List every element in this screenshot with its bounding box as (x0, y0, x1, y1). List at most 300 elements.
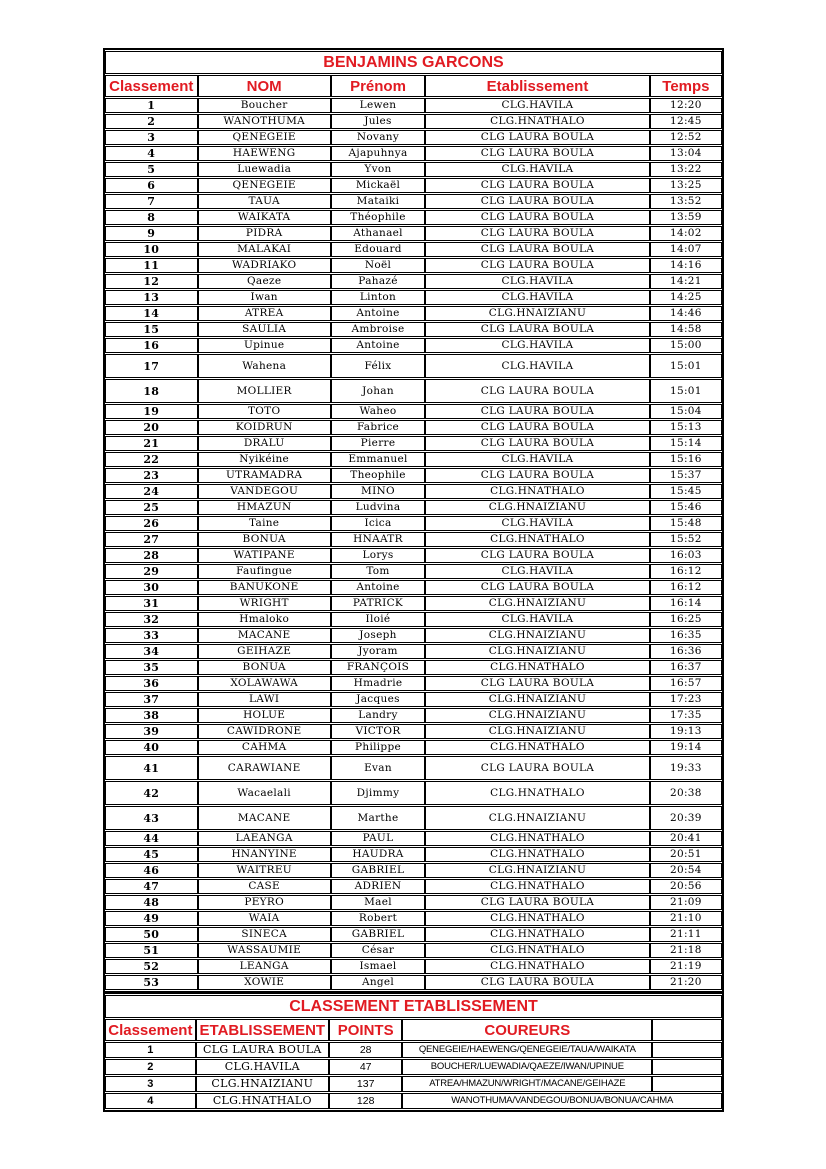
nom-cell: LAWI (198, 692, 331, 707)
temps-cell: 13:22 (650, 162, 722, 177)
rank-cell: 51 (105, 943, 198, 958)
temps-cell: 19:13 (650, 724, 722, 739)
prenom-cell: PATRICK (331, 596, 425, 611)
empty-cell (652, 1076, 722, 1092)
prenom-cell: Noël (331, 258, 425, 273)
etablissement-cell: CLG.HNATHALO (425, 114, 650, 129)
nom-cell: TAUA (198, 194, 331, 209)
etablissement-cell: CLG.HNATHALO (425, 847, 650, 862)
prenom-cell: Antoine (331, 306, 425, 321)
temps-cell: 13:59 (650, 210, 722, 225)
temps-cell: 16:03 (650, 548, 722, 563)
nom-cell: WANOTHUMA (198, 114, 331, 129)
etablissement-cell: CLG LAURA BOULA (425, 258, 650, 273)
etablissement-cell: CLG LAURA BOULA (425, 146, 650, 161)
table-row (105, 644, 722, 659)
etablissement-cell: CLG.HNAIZIANU (425, 692, 650, 707)
table-row (105, 242, 722, 257)
nom-cell: HAEWENG (198, 146, 331, 161)
prenom-cell: Djimmy (331, 781, 425, 805)
temps-cell: 15:16 (650, 452, 722, 467)
nom-cell: MACANE (198, 628, 331, 643)
temps-cell: 15:37 (650, 468, 722, 483)
header-etablissement: Etablissement (425, 75, 650, 97)
table-row (105, 452, 722, 467)
rank-cell: 2 (105, 1059, 196, 1075)
temps-cell: 16:57 (650, 676, 722, 691)
table-row (105, 831, 722, 846)
nom-cell: Taine (198, 516, 331, 531)
rank-cell: 29 (105, 564, 198, 579)
temps-cell: 19:33 (650, 756, 722, 780)
etablissement-cell: CLG.HNAIZIANU (425, 644, 650, 659)
table-row (105, 500, 722, 515)
rank-cell: 2 (105, 114, 198, 129)
table-row (105, 436, 722, 451)
nom-cell: WASSAUMIE (198, 943, 331, 958)
coureurs-cell: WANOTHUMA/VANDEGOU/BONUA/BONUA/CAHMA (402, 1093, 722, 1109)
temps-cell: 20:39 (650, 806, 722, 830)
rank-cell: 3 (105, 1076, 196, 1092)
nom-cell: Wacaelali (198, 781, 331, 805)
temps-cell: 15:52 (650, 532, 722, 547)
rank-cell: 36 (105, 676, 198, 691)
prenom-cell: GABRIEL (331, 863, 425, 878)
prenom-cell: Linton (331, 290, 425, 305)
rank-cell: 26 (105, 516, 198, 531)
table-row (105, 1042, 722, 1058)
nom-cell: HMAZUN (198, 500, 331, 515)
prenom-cell: FRANÇOIS (331, 660, 425, 675)
rank-cell: 4 (105, 146, 198, 161)
table-row (105, 130, 722, 145)
points-cell: 28 (329, 1042, 402, 1058)
header-empty (652, 1019, 722, 1041)
table-row (105, 532, 722, 547)
temps-cell: 16:35 (650, 628, 722, 643)
table-row (105, 806, 722, 830)
prenom-cell: Fabrice (331, 420, 425, 435)
etablissement-cell: CLG LAURA BOULA (425, 436, 650, 451)
etablissement-cell: CLG.HAVILA (425, 452, 650, 467)
temps-cell: 21:19 (650, 959, 722, 974)
rank-cell: 11 (105, 258, 198, 273)
results-title-row (105, 51, 722, 74)
temps-cell: 15:14 (650, 436, 722, 451)
prenom-cell: MINO (331, 484, 425, 499)
rank-cell: 25 (105, 500, 198, 515)
table-row (105, 596, 722, 611)
prenom-cell: Marthe (331, 806, 425, 830)
nom-cell: Nyikéine (198, 452, 331, 467)
prenom-cell: HAUDRA (331, 847, 425, 862)
etablissement-cell: CLG LAURA BOULA (196, 1042, 329, 1058)
prenom-cell: Ludvina (331, 500, 425, 515)
prenom-cell: PAUL (331, 831, 425, 846)
header-prenom: Prénom (331, 75, 425, 97)
prenom-cell: Lorys (331, 548, 425, 563)
nom-cell: XOLAWAWA (198, 676, 331, 691)
nom-cell: XOWIE (198, 975, 331, 990)
establishment-table-body (105, 1042, 722, 1109)
table-row (105, 306, 722, 321)
rank-cell: 1 (105, 1042, 196, 1058)
table-row (105, 564, 722, 579)
prenom-cell: Yvon (331, 162, 425, 177)
table-row (105, 468, 722, 483)
points-cell: 128 (329, 1093, 402, 1109)
prenom-cell: Ajapuhnya (331, 146, 425, 161)
table-row (105, 708, 722, 723)
results-table (103, 48, 724, 993)
header-classement: Classement (105, 75, 198, 97)
table-row (105, 895, 722, 910)
document-page (103, 48, 724, 1112)
temps-cell: 15:00 (650, 338, 722, 353)
etablissement-cell: CLG LAURA BOULA (425, 548, 650, 563)
rank-cell: 40 (105, 740, 198, 755)
etablissement-cell: CLG.HNAIZIANU (196, 1076, 329, 1092)
nom-cell: Hmaloko (198, 612, 331, 627)
nom-cell: CAHMA (198, 740, 331, 755)
table-row (105, 98, 722, 113)
etablissement-cell: CLG.HNATHALO (425, 484, 650, 499)
temps-cell: 21:10 (650, 911, 722, 926)
etablissement-cell: CLG LAURA BOULA (425, 322, 650, 337)
temps-cell: 16:12 (650, 580, 722, 595)
rank-cell: 43 (105, 806, 198, 830)
empty-cell (652, 1059, 722, 1075)
prenom-cell: Jules (331, 114, 425, 129)
table-row (105, 178, 722, 193)
temps-cell: 14:02 (650, 226, 722, 241)
results-table-body (105, 98, 722, 990)
temps-cell: 16:37 (650, 660, 722, 675)
establishment-header-row (105, 1019, 722, 1041)
rank-cell: 21 (105, 436, 198, 451)
rank-cell: 27 (105, 532, 198, 547)
etablissement-cell: CLG.HNATHALO (425, 927, 650, 942)
temps-cell: 13:25 (650, 178, 722, 193)
nom-cell: HNANYINE (198, 847, 331, 862)
establishment-ranking-table (103, 993, 724, 1112)
header-nom: NOM (198, 75, 331, 97)
etablissement-cell: CLG.HNATHALO (425, 959, 650, 974)
rank-cell: 15 (105, 322, 198, 337)
temps-cell: 13:52 (650, 194, 722, 209)
temps-cell: 20:51 (650, 847, 722, 862)
etablissement-cell: CLG.HAVILA (425, 98, 650, 113)
table-row (105, 612, 722, 627)
rank-cell: 24 (105, 484, 198, 499)
table-row (105, 194, 722, 209)
table-row (105, 338, 722, 353)
temps-cell: 20:38 (650, 781, 722, 805)
nom-cell: CARAWIANE (198, 756, 331, 780)
rank-cell: 46 (105, 863, 198, 878)
nom-cell: Iwan (198, 290, 331, 305)
prenom-cell: Edouard (331, 242, 425, 257)
rank-cell: 6 (105, 178, 198, 193)
rank-cell: 41 (105, 756, 198, 780)
table-row (105, 146, 722, 161)
table-row (105, 322, 722, 337)
nom-cell: DRALU (198, 436, 331, 451)
table-row (105, 847, 722, 862)
table-row (105, 516, 722, 531)
etablissement-cell: CLG LAURA BOULA (425, 676, 650, 691)
header-coureurs: COUREURS (402, 1019, 652, 1041)
header-etablissement: ETABLISSEMENT (196, 1019, 329, 1041)
rank-cell: 5 (105, 162, 198, 177)
nom-cell: PEYRO (198, 895, 331, 910)
temps-cell: 14:16 (650, 258, 722, 273)
nom-cell: VANDEGOU (198, 484, 331, 499)
etablissement-cell: CLG.HNATHALO (425, 660, 650, 675)
prenom-cell: Ismael (331, 959, 425, 974)
table-row (105, 290, 722, 305)
temps-cell: 14:46 (650, 306, 722, 321)
rank-cell: 13 (105, 290, 198, 305)
table-row (105, 959, 722, 974)
temps-cell: 15:01 (650, 354, 722, 378)
nom-cell: ATREA (198, 306, 331, 321)
etablissement-cell: CLG LAURA BOULA (425, 178, 650, 193)
coureurs-cell: QENEGEIE/HAEWENG/QENEGEIE/TAUA/WAIKATA (402, 1042, 652, 1058)
rank-cell: 50 (105, 927, 198, 942)
temps-cell: 15:01 (650, 379, 722, 403)
prenom-cell: Iloié (331, 612, 425, 627)
nom-cell: BONUA (198, 660, 331, 675)
table-row (105, 114, 722, 129)
rank-cell: 7 (105, 194, 198, 209)
etablissement-cell: CLG LAURA BOULA (425, 975, 650, 990)
prenom-cell: Mickaël (331, 178, 425, 193)
table-row (105, 484, 722, 499)
temps-cell: 12:45 (650, 114, 722, 129)
prenom-cell: Tom (331, 564, 425, 579)
nom-cell: Qaeze (198, 274, 331, 289)
etablissement-cell: CLG.HNATHALO (425, 911, 650, 926)
nom-cell: HOLUE (198, 708, 331, 723)
rank-cell: 47 (105, 879, 198, 894)
rank-cell: 28 (105, 548, 198, 563)
empty-cell (652, 1042, 722, 1058)
temps-cell: 14:58 (650, 322, 722, 337)
etablissement-cell: CLG.HNATHALO (425, 532, 650, 547)
rank-cell: 22 (105, 452, 198, 467)
table-row (105, 404, 722, 419)
rank-cell: 34 (105, 644, 198, 659)
table-row (105, 927, 722, 942)
nom-cell: WRIGHT (198, 596, 331, 611)
table-row (105, 354, 722, 378)
nom-cell: MALAKAI (198, 242, 331, 257)
etablissement-cell: CLG.HNAIZIANU (425, 306, 650, 321)
rank-cell: 30 (105, 580, 198, 595)
temps-cell: 16:25 (650, 612, 722, 627)
table-row (105, 226, 722, 241)
prenom-cell: Ambroise (331, 322, 425, 337)
prenom-cell: Lewen (331, 98, 425, 113)
rank-cell: 52 (105, 959, 198, 974)
etablissement-cell: CLG.HNATHALO (425, 781, 650, 805)
temps-cell: 15:46 (650, 500, 722, 515)
etablissement-cell: CLG LAURA BOULA (425, 379, 650, 403)
rank-cell: 12 (105, 274, 198, 289)
table-row (105, 274, 722, 289)
prenom-cell: VICTOR (331, 724, 425, 739)
temps-cell: 14:21 (650, 274, 722, 289)
nom-cell: LAEANGA (198, 831, 331, 846)
rank-cell: 44 (105, 831, 198, 846)
rank-cell: 42 (105, 781, 198, 805)
prenom-cell: Joseph (331, 628, 425, 643)
nom-cell: BONUA (198, 532, 331, 547)
table-row (105, 740, 722, 755)
prenom-cell: GABRIEL (331, 927, 425, 942)
etablissement-cell: CLG.HNATHALO (425, 879, 650, 894)
table-row (105, 548, 722, 563)
temps-cell: 12:20 (650, 98, 722, 113)
temps-cell: 12:52 (650, 130, 722, 145)
prenom-cell: HNAATR (331, 532, 425, 547)
rank-cell: 31 (105, 596, 198, 611)
prenom-cell: Hmadrie (331, 676, 425, 691)
temps-cell: 16:12 (650, 564, 722, 579)
nom-cell: WAIKATA (198, 210, 331, 225)
temps-cell: 15:13 (650, 420, 722, 435)
prenom-cell: Angel (331, 975, 425, 990)
table-row (105, 258, 722, 273)
prenom-cell: Icica (331, 516, 425, 531)
table-row (105, 580, 722, 595)
prenom-cell: Théophile (331, 210, 425, 225)
prenom-cell: Theophile (331, 468, 425, 483)
nom-cell: Wahena (198, 354, 331, 378)
prenom-cell: Antoine (331, 580, 425, 595)
table-row (105, 943, 722, 958)
table-row (105, 692, 722, 707)
nom-cell: MACANE (198, 806, 331, 830)
table-row (105, 628, 722, 643)
rank-cell: 1 (105, 98, 198, 113)
nom-cell: SAULIA (198, 322, 331, 337)
prenom-cell: Félix (331, 354, 425, 378)
prenom-cell: Emmanuel (331, 452, 425, 467)
establishment-title-row (105, 995, 722, 1018)
rank-cell: 38 (105, 708, 198, 723)
temps-cell: 16:14 (650, 596, 722, 611)
etablissement-cell: CLG.HNAIZIANU (425, 708, 650, 723)
rank-cell: 4 (105, 1093, 196, 1109)
rank-cell: 18 (105, 379, 198, 403)
etablissement-cell: CLG LAURA BOULA (425, 580, 650, 595)
etablissement-cell: CLG LAURA BOULA (425, 468, 650, 483)
nom-cell: MOLLIER (198, 379, 331, 403)
etablissement-cell: CLG.HAVILA (425, 162, 650, 177)
rank-cell: 53 (105, 975, 198, 990)
nom-cell: WAIA (198, 911, 331, 926)
temps-cell: 15:45 (650, 484, 722, 499)
temps-cell: 21:20 (650, 975, 722, 990)
establishment-title: CLASSEMENT ETABLISSEMENT (105, 995, 722, 1018)
prenom-cell: Jacques (331, 692, 425, 707)
rank-cell: 10 (105, 242, 198, 257)
prenom-cell: Pierre (331, 436, 425, 451)
prenom-cell: Novany (331, 130, 425, 145)
nom-cell: CASE (198, 879, 331, 894)
etablissement-cell: CLG.HAVILA (425, 290, 650, 305)
rank-cell: 45 (105, 847, 198, 862)
prenom-cell: Landry (331, 708, 425, 723)
table-row (105, 676, 722, 691)
etablissement-cell: CLG LAURA BOULA (425, 895, 650, 910)
temps-cell: 16:36 (650, 644, 722, 659)
etablissement-cell: CLG.HNATHALO (425, 831, 650, 846)
rank-cell: 35 (105, 660, 198, 675)
temps-cell: 21:09 (650, 895, 722, 910)
coureurs-cell: BOUCHER/LUEWADIA/QAEZE/IWAN/UPINUE (402, 1059, 652, 1075)
rank-cell: 39 (105, 724, 198, 739)
temps-cell: 17:23 (650, 692, 722, 707)
temps-cell: 21:18 (650, 943, 722, 958)
nom-cell: TOTO (198, 404, 331, 419)
etablissement-cell: CLG LAURA BOULA (425, 420, 650, 435)
rank-cell: 3 (105, 130, 198, 145)
prenom-cell: Antoine (331, 338, 425, 353)
prenom-cell: ADRIEN (331, 879, 425, 894)
rank-cell: 20 (105, 420, 198, 435)
table-row (105, 975, 722, 990)
prenom-cell: Pahazé (331, 274, 425, 289)
etablissement-cell: CLG.HAVILA (425, 338, 650, 353)
rank-cell: 17 (105, 354, 198, 378)
header-temps: Temps (650, 75, 722, 97)
temps-cell: 21:11 (650, 927, 722, 942)
rank-cell: 14 (105, 306, 198, 321)
nom-cell: PIDRA (198, 226, 331, 241)
etablissement-cell: CLG.HNAIZIANU (425, 724, 650, 739)
temps-cell: 15:04 (650, 404, 722, 419)
etablissement-cell: CLG LAURA BOULA (425, 242, 650, 257)
temps-cell: 14:25 (650, 290, 722, 305)
etablissement-cell: CLG.HNATHALO (196, 1093, 329, 1109)
table-row (105, 911, 722, 926)
table-row (105, 1059, 722, 1075)
coureurs-cell: ATREA/HMAZUN/WRIGHT/MACANE/GEIHAZE (402, 1076, 652, 1092)
nom-cell: CAWIDRONE (198, 724, 331, 739)
etablissement-cell: CLG LAURA BOULA (425, 130, 650, 145)
nom-cell: LEANGA (198, 959, 331, 974)
etablissement-cell: CLG.HAVILA (425, 516, 650, 531)
etablissement-cell: CLG LAURA BOULA (425, 194, 650, 209)
prenom-cell: Philippe (331, 740, 425, 755)
etablissement-cell: CLG.HNAIZIANU (425, 863, 650, 878)
table-row (105, 420, 722, 435)
results-header-row (105, 75, 722, 97)
nom-cell: WATIPANE (198, 548, 331, 563)
nom-cell: Upinue (198, 338, 331, 353)
nom-cell: KOIDRUN (198, 420, 331, 435)
rank-cell: 16 (105, 338, 198, 353)
etablissement-cell: CLG.HNATHALO (425, 740, 650, 755)
rank-cell: 33 (105, 628, 198, 643)
nom-cell: WADRIAKO (198, 258, 331, 273)
rank-cell: 23 (105, 468, 198, 483)
nom-cell: BANUKONE (198, 580, 331, 595)
rank-cell: 9 (105, 226, 198, 241)
